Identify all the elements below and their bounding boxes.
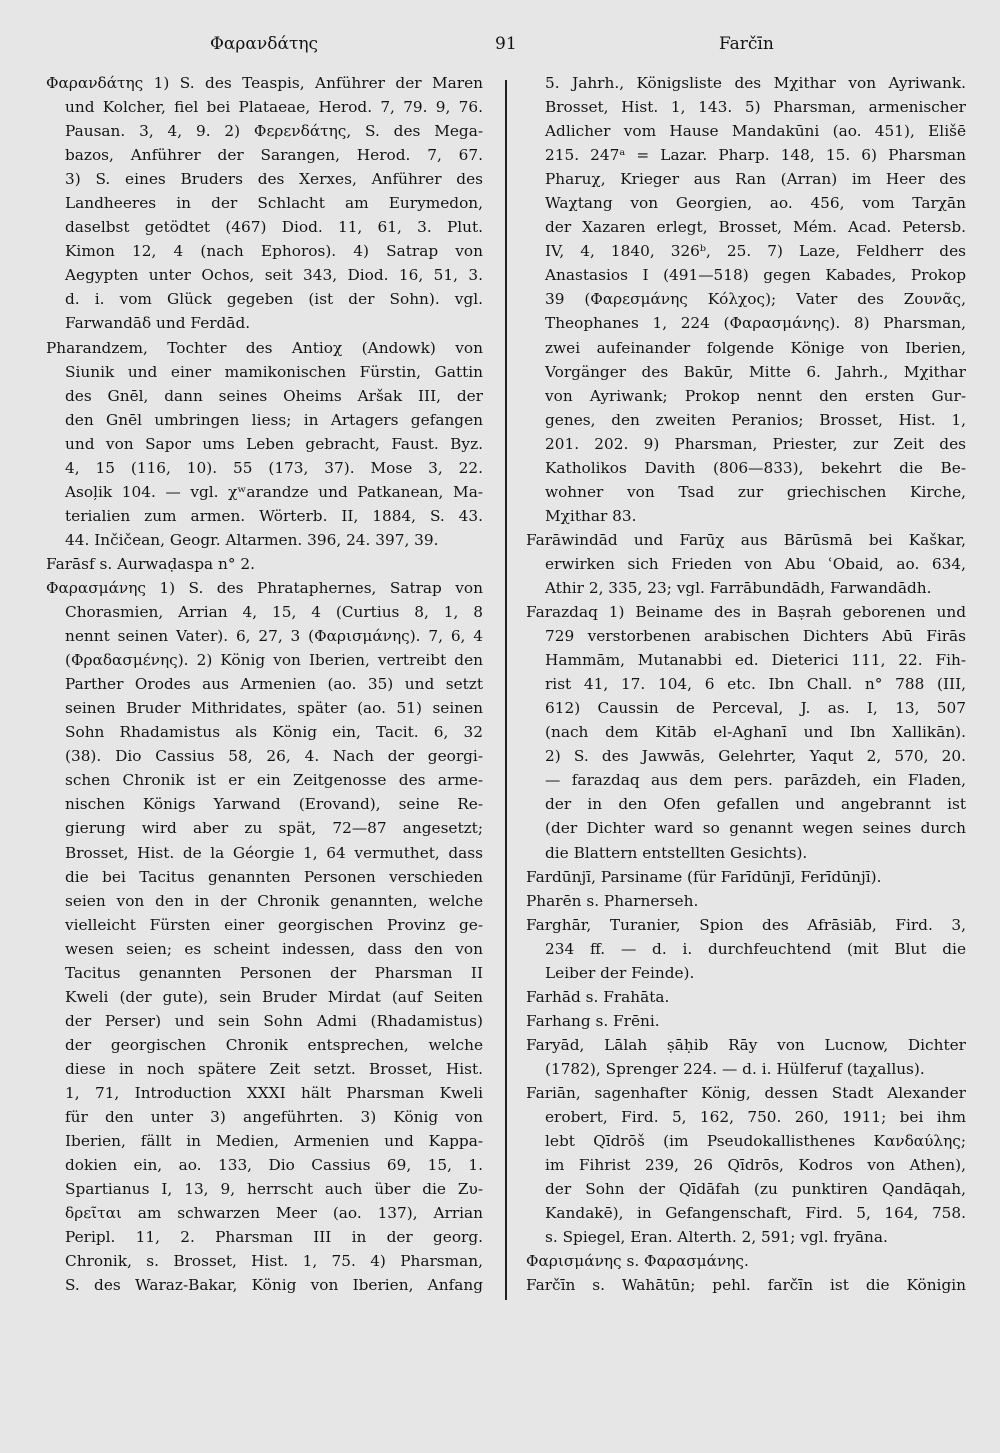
entry-headword-line: Φαρισμάνης s. Φαρασμάνης. — [526, 1252, 749, 1271]
entry-text-line: vielleicht Fürsten einer georgischen Provinz ge- — [65, 915, 483, 934]
entry-text-line: Brosset, Hist. 1, 143. 5) Pharsman, armenischer — [545, 98, 966, 117]
entry-text-line: d. i. vom Glück gegeben (ist der Sohn). vgl. — [65, 290, 483, 309]
entry-headword-line: Farčīn s. Wahātūn; pehl. farčīn ist die Königin — [526, 1276, 966, 1295]
entry-text-line: der Perser) und sein Sohn Admi (Rhadamistus) — [65, 1011, 483, 1030]
entry-text-line: Parther Orodes aus Armenien (ao. 35) und setzt — [65, 675, 483, 694]
entry-text-line: des Gnēl, dann seines Oheims Aršak III, der — [65, 386, 483, 405]
entry-text-line: Athir 2, 335, 23; vgl. Farrābundādh, Farwandādh. — [545, 578, 932, 597]
entry-text-line: Landheeres in der Schlacht am Eurymedon, — [65, 194, 483, 213]
entry-text-line: wohner von Tsad zur griechischen Kirche, — [545, 482, 966, 501]
entry-headword-line: Φαρασμάνης 1) S. des Phrataphernes, Satrap von — [46, 578, 483, 597]
entry-headword-line: Fariān, sagenhafter König, dessen Stadt Alexander — [526, 1083, 966, 1102]
entry-text-line: 201. 202. 9) Pharsman, Priester, zur Zeit des — [545, 434, 966, 453]
entry-text-line: (nach dem Kitāb el-Aghanī und Ibn Xallikān). — [545, 723, 966, 742]
entry-text-line: den Gnēl umbringen liess; in Artagers gefangen — [65, 410, 483, 429]
entry-text-line: rist 41, 17. 104, 6 etc. Ibn Chall. n° 788 (III, — [545, 675, 966, 694]
running-head-left: Φαρανδάτης — [210, 34, 319, 54]
entry-text-line: Kandakē), in Gefangenschaft, Fird. 5, 164, 758. — [545, 1204, 966, 1223]
entry-text-line: (der Dichter ward so genannt wegen seines durch — [545, 819, 966, 838]
entry-text-line: dokien ein, ao. 133, Dio Cassius 69, 15, 1. — [65, 1156, 483, 1175]
entry-text-line: Aegypten unter Ochos, seit 343, Diod. 16, 51, 3. — [65, 266, 483, 285]
entry-text-line: 215. 247ᵃ = Lazar. Pharp. 148, 15. 6) Pharsman — [545, 146, 966, 165]
entry-text-line: gierung wird aber zu spät, 72—87 angesetzt; — [65, 819, 483, 838]
entry-text-line: s. Spiegel, Eran. Alterth. 2, 591; vgl. fryāna. — [545, 1228, 888, 1247]
entry-text-line: (38). Dio Cassius 58, 26, 4. Nach der georgi- — [65, 747, 483, 766]
entry-text-line: 1, 71, Introduction XXXI hält Pharsman Kweli — [65, 1083, 483, 1102]
entry-text-line: genes, den zweiten Peranios; Brosset, Hist. 1, — [545, 410, 966, 429]
left-column — [46, 71, 483, 1297]
running-head-right: Farčīn — [719, 34, 774, 54]
entry-text-line: die bei Tacitus genannten Personen verschieden — [65, 867, 483, 886]
entry-text-line: daselbst getödtet (467) Diod. 11, 61, 3. Plut. — [65, 218, 483, 237]
entry-text-line: Leiber der Feinde). — [545, 963, 695, 982]
column-divider — [505, 80, 507, 1300]
entry-headword-line: Fardūnjī, Parsiname (für Farīdūnjī, Ferīdūnjī). — [526, 867, 882, 886]
entry-text-line: für den unter 3) angeführten. 3) König von — [65, 1108, 483, 1127]
entry-text-line: 2) S. des Jawwās, Gelehrter, Yaqut 2, 570, 20. — [545, 747, 966, 766]
entry-text-line: 39 (Φαρεσμάνης Κόλχος); Vater des Ζουνᾶς, — [545, 290, 966, 309]
entry-text-line: (1782), Sprenger 224. — d. i. Hülferuf (taχallus). — [545, 1059, 925, 1078]
entry-text-line: Tacitus genannten Personen der Pharsman II — [65, 963, 483, 982]
entry-text-line: Katholikos Davith (806—833), bekehrt die Be- — [545, 458, 966, 477]
entry-text-line: und von Sapor ums Leben gebracht, Faust. Byz. — [65, 434, 483, 453]
right-column — [526, 71, 966, 1297]
entry-text-line: Peripl. 11, 2. Pharsman III in der georg. — [65, 1228, 483, 1247]
entry-text-line: erwirken sich Frieden von Abu ʿObaid, ao. 634, — [545, 554, 966, 573]
entry-text-line: Hammām, Mutanabbi ed. Dieterici 111, 22. Fih- — [545, 651, 966, 670]
entry-text-line: erobert, Fird. 5, 162, 750. 260, 1911; bei ihm — [545, 1108, 966, 1127]
entry-text-line: seinen Bruder Mithridates, später (ao. 51) seinen — [65, 699, 483, 718]
entry-headword-line: Farāsf s. Aurwaḍaspa n° 2. — [46, 554, 255, 573]
entry-headword-line: Farāwindād und Farūχ aus Bārūsmā bei Kaškar, — [526, 530, 966, 549]
entry-text-line: lebt Qīdrōš (im Pseudokallisthenes Κανδαύλης; — [545, 1132, 966, 1151]
entry-text-line: — farazdaq aus dem pers. parāzdeh, ein Fladen, — [545, 771, 966, 790]
entry-text-line: die Blattern entstellten Gesichts). — [545, 843, 808, 862]
entry-text-line: diese in noch spätere Zeit setzt. Brosset, Hist. — [65, 1059, 483, 1078]
entry-text-line: 5. Jahrh., Königsliste des Mχithar von Ayriwank. — [545, 74, 966, 92]
entry-headword-line: Φαρανδάτης 1) S. des Teaspis, Anführer der Maren — [46, 74, 483, 92]
entry-text-line: seien von den in der Chronik genannten, welche — [65, 891, 483, 910]
entry-text-line: 44. Inčičean, Geogr. Altarmen. 396, 24. 397, 39. — [65, 530, 439, 549]
entry-text-line: zwei aufeinander folgende Könige von Iberien, — [545, 338, 966, 357]
entry-text-line: Kimon 12, 4 (nach Ephoros). 4) Satrap von — [65, 242, 483, 261]
entry-text-line: Chorasmien, Arrian 4, 15, 4 (Curtius 8, 1, 8 — [65, 603, 483, 622]
entry-headword-line: Pharandzem, Tochter des Antioχ (Andowk) von — [46, 338, 483, 357]
entry-text-line: der Sohn der Qīdāfah (zu punktiren Qandāqah, — [545, 1180, 966, 1199]
entry-text-line: Siunik und einer mamikonischen Fürstin, Gattin — [65, 362, 483, 381]
entry-headword-line: Farhād s. Frahāta. — [526, 987, 670, 1006]
entry-text-line: Farwandāδ und Ferdād. — [65, 314, 251, 333]
entry-text-line: Spartianus I, 13, 9, herrscht auch über die Ζυ- — [65, 1180, 483, 1199]
entry-text-line: terialien zum armen. Wörterb. II, 1884, S. 43. — [65, 506, 483, 525]
entry-headword-line: Farazdaq 1) Beiname des in Baṣrah geborenen und — [526, 603, 966, 622]
entry-text-line: nennt seinen Vater). 6, 27, 3 (Φαρισμάνης). 7, 6, 4 — [65, 627, 483, 646]
entry-text-line: im Fihrist 239, 26 Qīdrōs, Kodros von Athen), — [545, 1156, 966, 1175]
entry-text-line: Anastasios I (491—518) gegen Kabades, Prokop — [545, 266, 966, 285]
entry-text-line: schen Chronik ist er ein Zeitgenosse des arme- — [65, 771, 483, 790]
entry-text-line: (Φραδασμένης). 2) König von Iberien, vertreibt den — [65, 651, 483, 670]
entry-text-line: 612) Caussin de Perceval, J. as. I, 13, 507 — [545, 699, 966, 718]
entry-text-line: wesen seien; es scheint indessen, dass den von — [65, 939, 483, 958]
entry-text-line: δρεῖται am schwarzen Meer (ao. 137), Arrian — [65, 1204, 483, 1223]
entry-text-line: Sohn Rhadamistus als König ein, Tacit. 6, 32 — [65, 723, 483, 742]
entry-text-line: Mχithar 83. — [545, 506, 637, 525]
entry-text-line: Vorgänger des Bakūr, Mitte 6. Jahrh., Mχithar — [545, 362, 966, 381]
entry-text-line: der Xazaren erlegt, Brosset, Mém. Acad. Petersb. — [545, 218, 966, 237]
entry-text-line: 729 verstorbenen arabischen Dichters Abū Firās — [545, 627, 966, 646]
entry-text-line: Theophanes 1, 224 (Φαρασμάνης). 8) Pharsman, — [545, 314, 966, 333]
entry-text-line: Chronik, s. Brosset, Hist. 1, 75. 4) Pharsman, — [65, 1252, 483, 1271]
entry-text-line: Kweli (der gute), sein Bruder Mirdat (auf Seiten — [65, 987, 483, 1006]
entry-text-line: 3) S. eines Bruders des Xerxes, Anführer des — [65, 170, 483, 189]
entry-text-line: Iberien, fällt in Medien, Armenien und Kappa- — [65, 1132, 483, 1151]
entry-text-line: von Ayriwank; Prokop nennt den ersten Gur- — [545, 386, 966, 405]
entry-text-line: nischen Königs Yarwand (Erovand), seine Re- — [65, 795, 483, 814]
entry-text-line: der in den Ofen gefallen und angebrannt ist — [545, 795, 966, 814]
entry-text-line: Pharuχ, Krieger aus Ran (Arran) im Heer des — [545, 170, 966, 189]
entry-text-line: der georgischen Chronik entsprechen, welche — [65, 1035, 483, 1054]
entry-headword-line: Faryād, Lālah ṣāḥib Rāy von Lucnow, Dichter — [526, 1035, 966, 1054]
entry-text-line: Adlicher vom Hause Mandakūni (ao. 451), Elišē — [545, 122, 966, 141]
entry-text-line: Brosset, Hist. de la Géorgie 1, 64 vermuthet, dass — [65, 843, 483, 862]
entry-headword-line: Farghār, Turanier, Spion des Afrāsiāb, Fird. 3, — [526, 915, 966, 934]
entry-text-line: IV, 4, 1840, 326ᵇ, 25. 7) Laze, Feldherr des — [545, 242, 966, 261]
entry-headword-line: Farhang s. Frēni. — [526, 1011, 660, 1030]
entry-text-line: S. des Waraz-Bakar, König von Iberien, Anfang — [65, 1276, 483, 1295]
entry-text-line: 4, 15 (116, 10). 55 (173, 37). Mose 3, 22. — [65, 458, 483, 477]
page-number: 91 — [495, 34, 517, 54]
entry-text-line: 234 ff. — d. i. durchfeuchtend (mit Blut die — [545, 939, 966, 958]
entry-text-line: und Kolcher, fiel bei Plataeae, Herod. 7, 79. 9, 76. — [65, 98, 483, 117]
entry-text-line: Asoļik 104. — vgl. χʷarandze und Patkanean, Ma- — [65, 482, 483, 501]
entry-headword-line: Pharēn s. Pharnerseh. — [526, 891, 699, 910]
entry-text-line: Pausan. 3, 4, 9. 2) Φερενδάτης, S. des Mega- — [65, 122, 483, 141]
entry-text-line: Waχtang von Georgien, ao. 456, vom Tarχān — [545, 194, 966, 213]
entry-text-line: bazos, Anführer der Sarangen, Herod. 7, 67. — [65, 146, 483, 165]
